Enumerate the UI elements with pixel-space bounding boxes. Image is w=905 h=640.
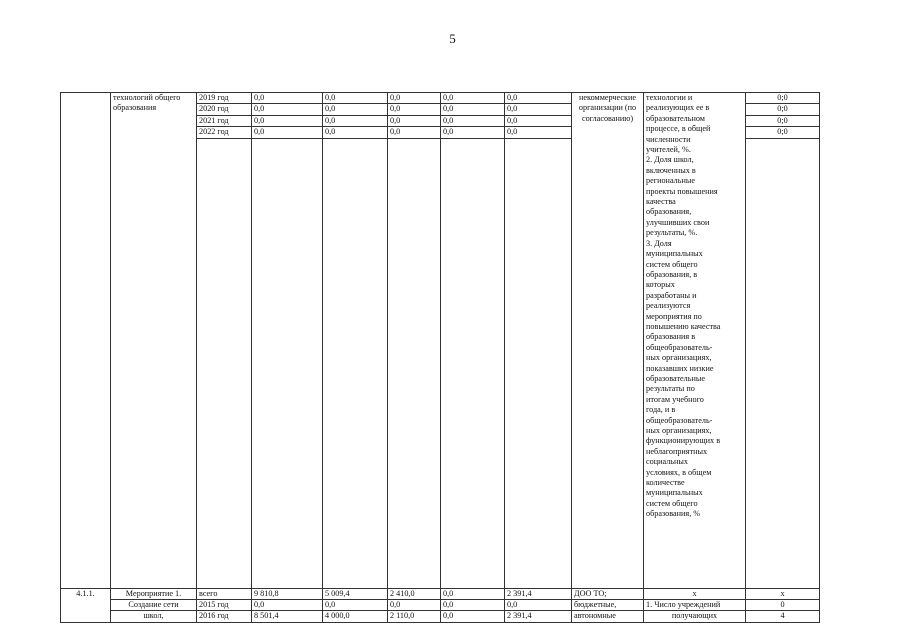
value-cell: 8 501,4 — [252, 611, 323, 622]
empty-cell — [323, 138, 388, 588]
value-cell: 0,0 — [252, 93, 323, 104]
year-cell: всего — [197, 588, 252, 599]
empty-cell — [505, 138, 572, 588]
value-cell: 0,0 — [441, 115, 505, 126]
measure-name-cell: школ, — [111, 611, 197, 622]
target-value-cell: 0 — [746, 600, 820, 611]
year-cell: 2019 год — [197, 93, 252, 104]
executor-cell: ДОО ТО; — [572, 588, 644, 599]
measure-name-cell: Создание сети — [111, 600, 197, 611]
target-value-cell: 0;0 — [746, 104, 820, 115]
value-cell: 0,0 — [441, 104, 505, 115]
value-cell: 0,0 — [505, 600, 572, 611]
empty-cell — [746, 138, 820, 588]
empty-cell — [388, 138, 441, 588]
empty-cell — [252, 138, 323, 588]
target-value-cell: 0;0 — [746, 115, 820, 126]
item-number-cell — [61, 93, 111, 589]
value-cell: 0,0 — [505, 127, 572, 138]
value-cell: 0,0 — [505, 115, 572, 126]
value-cell: 0,0 — [441, 611, 505, 622]
target-value-cell: 0;0 — [746, 93, 820, 104]
target-value-cell: 4 — [746, 611, 820, 622]
target-value-cell: х — [746, 588, 820, 599]
measure-name-cell: технологий общего образования — [111, 93, 197, 589]
value-cell: 0,0 — [323, 115, 388, 126]
value-cell: 0,0 — [323, 93, 388, 104]
value-cell: 0,0 — [252, 127, 323, 138]
value-cell: 0,0 — [441, 588, 505, 599]
year-cell: 2021 год — [197, 115, 252, 126]
indicator-cell: х — [644, 588, 746, 599]
value-cell: 2 410,0 — [388, 588, 441, 599]
measure-name-cell: Мероприятие 1. — [111, 588, 197, 599]
value-cell: 0,0 — [388, 93, 441, 104]
indicator-cell: получающих — [644, 611, 746, 622]
value-cell: 0,0 — [505, 104, 572, 115]
year-cell: 2020 год — [197, 104, 252, 115]
executor-cell: некоммерческие организации (по согласованию) — [572, 93, 644, 589]
program-table — [60, 92, 820, 623]
executor-cell: автономные — [572, 611, 644, 622]
year-cell: 2016 год — [197, 611, 252, 622]
table-row — [61, 93, 820, 104]
value-cell: 9 810,8 — [252, 588, 323, 599]
table-row — [61, 611, 820, 622]
value-cell: 0,0 — [388, 127, 441, 138]
item-number-cell: 4.1.1. — [61, 588, 111, 622]
value-cell: 5 009,4 — [323, 588, 388, 599]
value-cell: 0,0 — [505, 93, 572, 104]
page-number: 5 — [449, 31, 456, 46]
value-cell: 4 000,0 — [323, 611, 388, 622]
year-cell: 2022 год — [197, 127, 252, 138]
indicator-cell: 1. Число учреждений — [644, 600, 746, 611]
value-cell: 0,0 — [323, 600, 388, 611]
value-cell: 0,0 — [323, 127, 388, 138]
value-cell: 0,0 — [252, 600, 323, 611]
empty-cell — [197, 138, 252, 588]
table-row — [61, 588, 820, 599]
value-cell: 2 110,0 — [388, 611, 441, 622]
value-cell: 0,0 — [323, 104, 388, 115]
value-cell: 0,0 — [441, 127, 505, 138]
empty-cell — [441, 138, 505, 588]
value-cell: 0,0 — [441, 93, 505, 104]
value-cell: 2 391,4 — [505, 611, 572, 622]
value-cell: 2 391,4 — [505, 588, 572, 599]
value-cell: 0,0 — [252, 115, 323, 126]
value-cell: 0,0 — [252, 104, 323, 115]
value-cell: 0,0 — [388, 600, 441, 611]
indicator-cell: технологии и реализующих ее в образовательном процессе, в общей численности учителей, %. 2. Доля школ, включенных в региональные проекты повышения качества образования, улучшивших свои результаты, %. 3. Доля муниципальных систем общего образования, в которых разработаны и реализуются мероприятия по повышению качества образования в общеобразователь- ных организациях, показавших низкие образовательные результаты по итогам учебного года, и в общеобразователь- ных организациях, функционирующих в неблагоприятных социальных условиях, в общем количестве муниципальных систем общего образования, % — [644, 93, 746, 589]
value-cell: 0,0 — [388, 115, 441, 126]
table-row — [61, 600, 820, 611]
value-cell: 0,0 — [388, 104, 441, 115]
target-value-cell: 0;0 — [746, 127, 820, 138]
year-cell: 2015 год — [197, 600, 252, 611]
executor-cell: бюджетные, — [572, 600, 644, 611]
value-cell: 0,0 — [441, 600, 505, 611]
